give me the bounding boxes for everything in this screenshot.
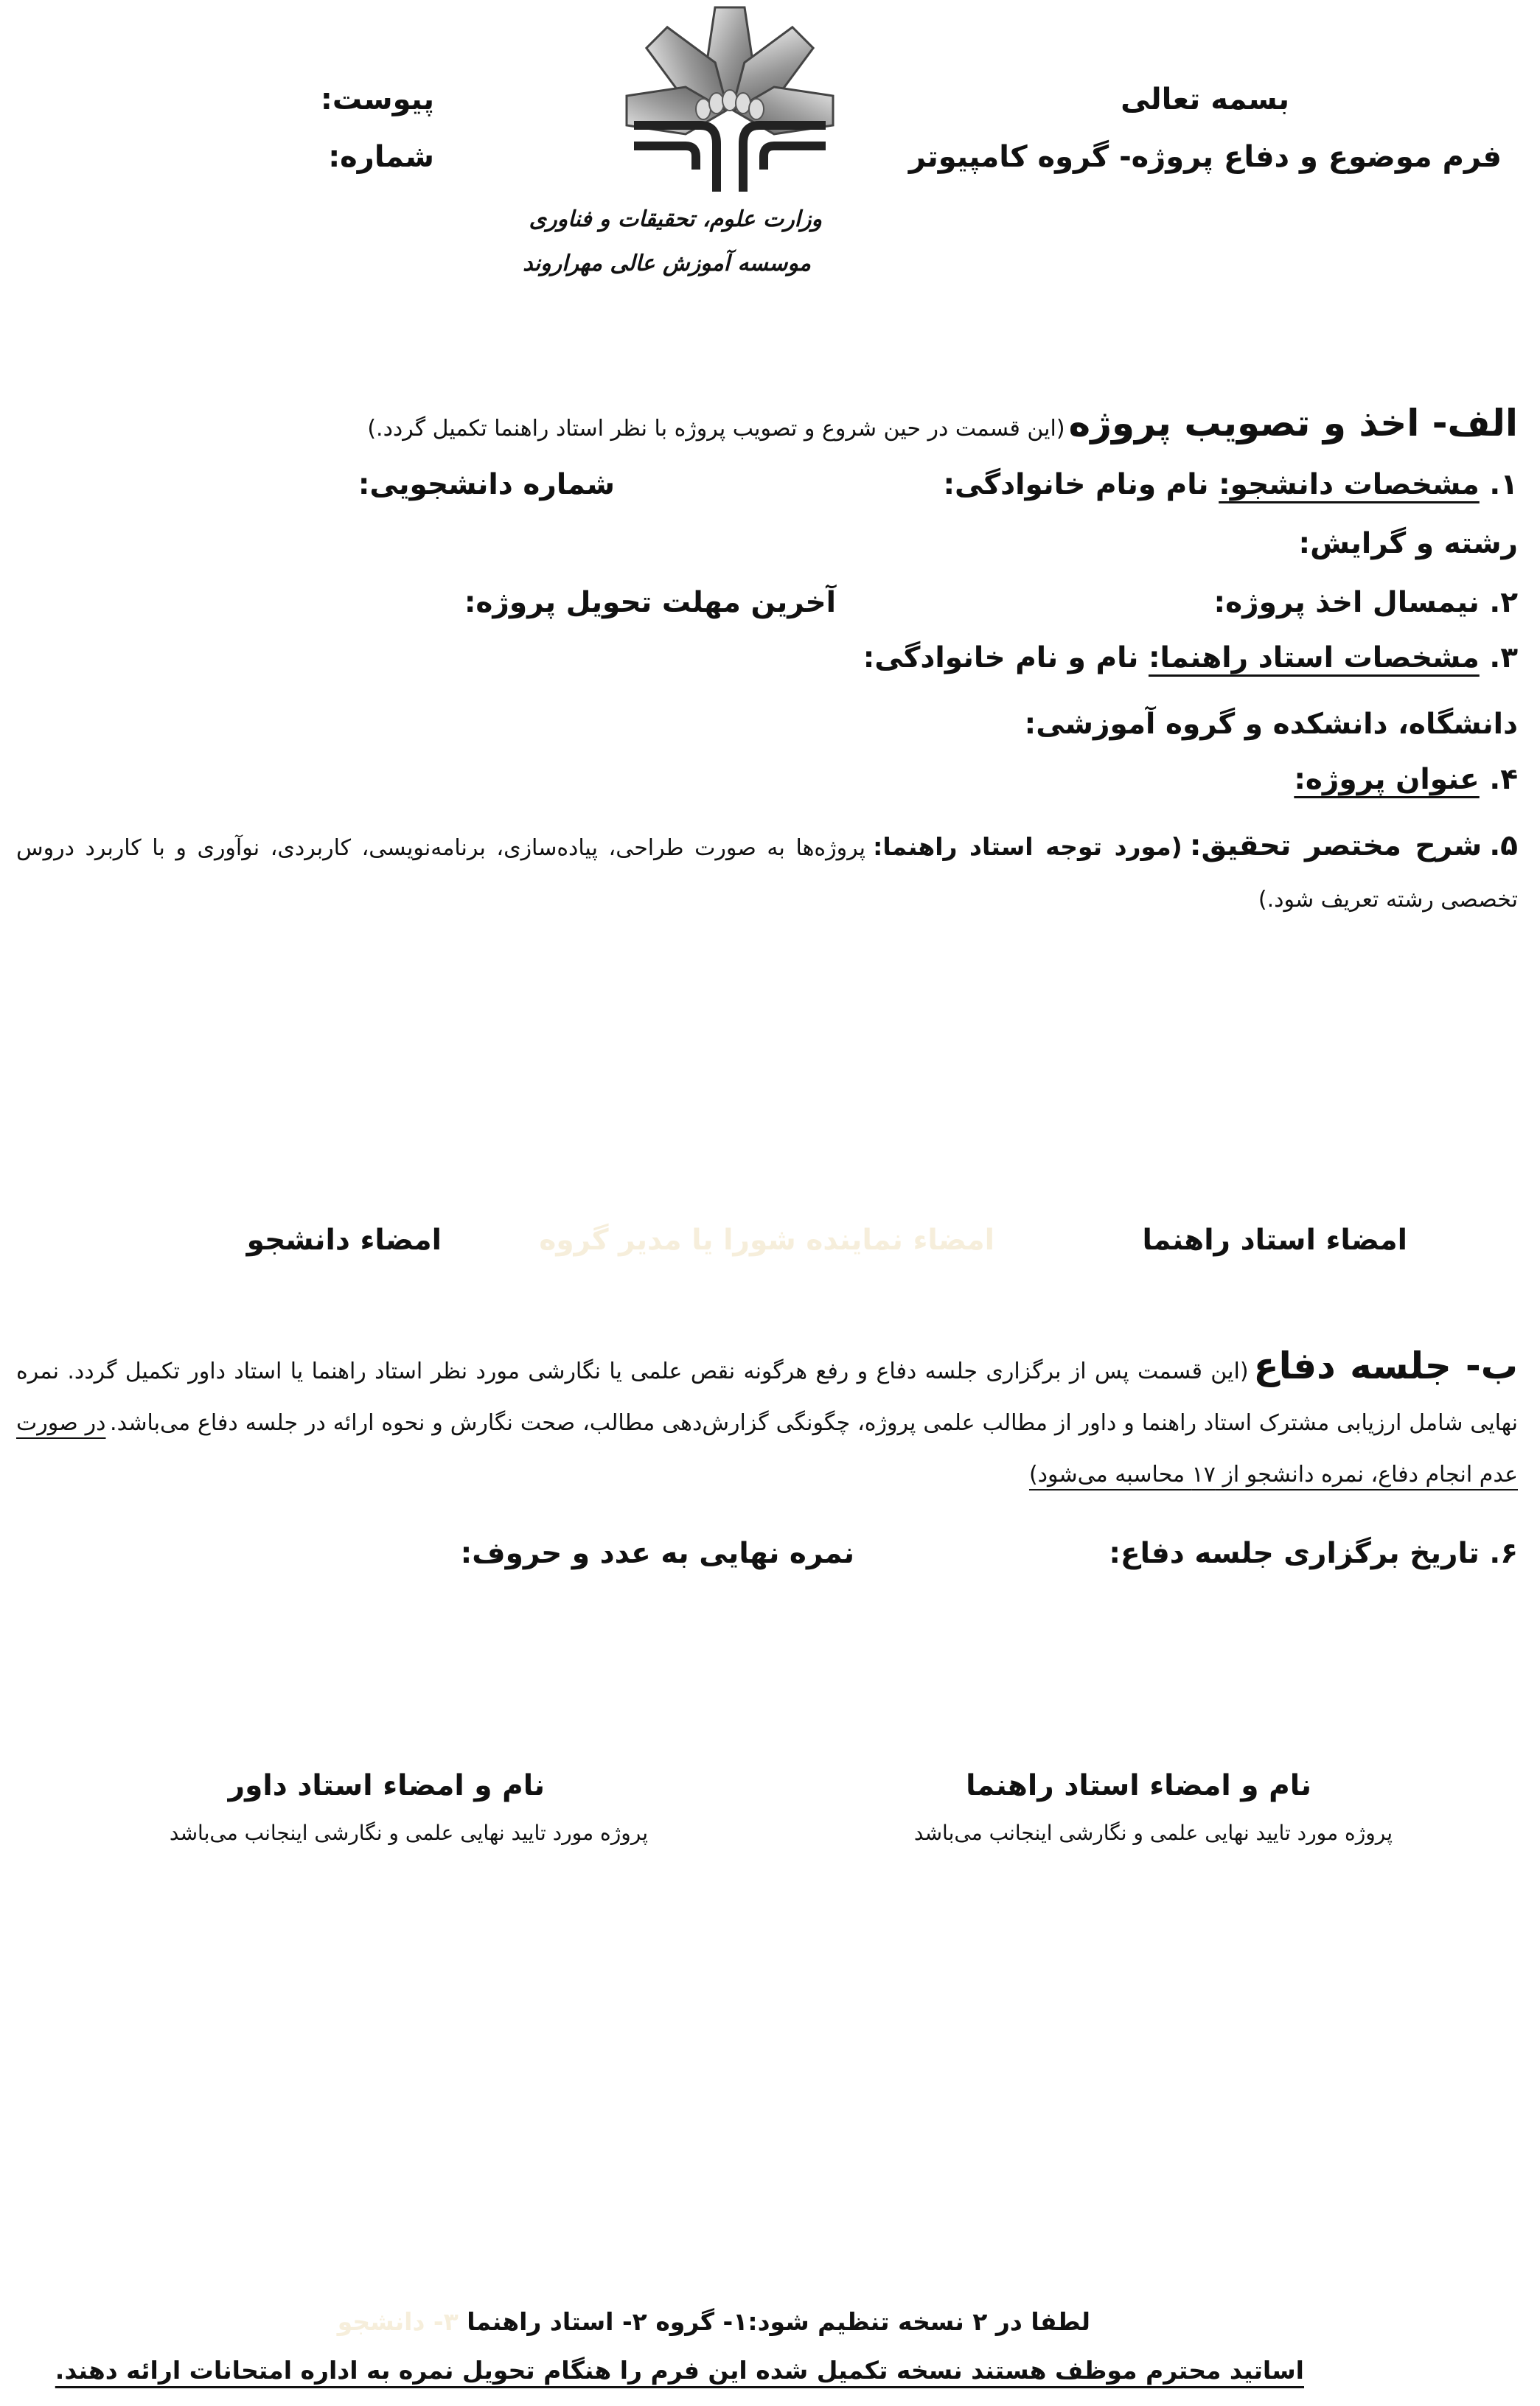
- supervisor-approval-text: پروژه مورد تایید نهایی علمی و نگارشی اینجانب می‌باشد: [913, 1821, 1393, 1845]
- semester-label: نیمسال اخذ پروژه:: [1213, 586, 1480, 619]
- section-b-heading: ب- جلسه دفاع: [1253, 1345, 1518, 1387]
- logo-line1: وزارت علوم، تحقیقات و فناوری: [529, 206, 822, 232]
- student-id-label: شماره دانشجویی:: [358, 468, 615, 501]
- basmala: بسمه تعالی: [1121, 83, 1289, 116]
- item-3-label: مشخصات استاد راهنما:: [1148, 641, 1480, 674]
- final-grade-label: نمره نهایی به عدد و حروف:: [460, 1537, 854, 1570]
- section-b-header: [16, 1342, 1518, 1502]
- research-summary-text: پروژه‌ها به صورت طراحی، پیاده‌سازی، برنامه‌نویسی، کاربردی، نوآوری و با کاربرد دروس تخصصی رشته تعریف شود.): [16, 835, 1518, 913]
- section-b-note: (این قسمت پس از برگزاری جلسه دفاع و رفع هرگونه نقص علمی یا نگارشی مورد نظر استاد راهنما یا استاد داور تکمیل گردد. نمره نهایی شامل ارزیابی مشترک استاد راهنما و داور از مطالب علمی پروژه، چگونگی گزارش‌دهی مطالب، صحت نگارش و نحوه ارائه در جلسه دفاع می‌باشد.: [16, 1359, 1518, 1436]
- item-2: [1214, 586, 1518, 619]
- major-label: رشته و گرایش:: [1298, 527, 1518, 560]
- item-1-number: ۱.: [1489, 468, 1518, 501]
- university-dept-label: دانشگاه، دانشکده و گروه آموزشی:: [1024, 708, 1518, 741]
- defense-date-label: تاریخ برگزاری جلسه دفاع:: [1109, 1537, 1480, 1570]
- item-1-label: مشخصات دانشجو:: [1219, 468, 1480, 501]
- referee-approval-text: پروژه مورد تایید نهایی علمی و نگارشی اینجانب می‌باشد: [169, 1821, 648, 1845]
- item-6-number: ۶.: [1489, 1537, 1518, 1570]
- section-a-note: (این قسمت در حین شروع و تصویب پروژه با نظر استاد راهنما تکمیل گردد.): [367, 416, 1065, 442]
- number-label: شماره:: [328, 140, 434, 174]
- item-4-number: ۴.: [1489, 763, 1518, 796]
- section-b-note-underlined: در صورت عدم انجام دفاع، نمره دانشجو از ۱۷ محاسبه می‌شود): [16, 1410, 1518, 1488]
- project-title-label: عنوان پروژه:: [1294, 763, 1480, 796]
- supervisor-name-label: نام و نام خانوادگی:: [863, 641, 1139, 674]
- deadline-label: آخرین مهلت تحویل پروژه:: [464, 586, 836, 619]
- item-5: [16, 822, 1518, 927]
- item-3-number: ۳.: [1489, 641, 1518, 674]
- sign-supervisor: امضاء استاد راهنما: [1142, 1224, 1407, 1257]
- university-flower-emblem-icon: [608, 0, 851, 199]
- research-summary-label: شرح مختصر تحقیق:: [1189, 829, 1482, 862]
- item-1: [943, 468, 1518, 501]
- item-3: [863, 641, 1518, 674]
- university-logo: [523, 0, 851, 302]
- sign-student: امضاء دانشجو: [246, 1224, 442, 1257]
- logo-line2: موسسه آموزش عالی مهراروند: [523, 251, 811, 276]
- sign-council: امضاء نماینده شورا یا مدیر گروه: [539, 1224, 994, 1257]
- referee-sign-label: نام و امضاء استاد داور: [228, 1769, 545, 1802]
- supervisor-sign-label: نام و امضاء استاد راهنما: [966, 1769, 1311, 1802]
- student-name-label: نام ونام خانوادگی:: [943, 468, 1209, 501]
- footer-copies-faint: ۳- دانشجو: [337, 2307, 459, 2336]
- footer-instruction: اساتید محترم موظف هستند نسخه تکمیل شده این فرم را هنگام تحویل نمره به اداره امتحانات ارائه دهند.: [55, 2356, 1304, 2385]
- attachment-label: پیوست:: [320, 83, 434, 116]
- footer-copies-text: لطفا در ۲ نسخه تنظیم شود:۱- گروه ۲- استاد راهنما: [467, 2307, 1090, 2336]
- section-a-heading: الف- اخذ و تصویب پروژه: [1068, 402, 1518, 444]
- footer-copies: [338, 2307, 1090, 2336]
- form-title: فرم موضوع و دفاع پروژه- گروه کامپیوتر: [908, 140, 1502, 174]
- item-4: [1294, 763, 1518, 796]
- item-6: [1109, 1537, 1518, 1570]
- item-5-number: ۵.: [1489, 829, 1518, 862]
- section-a-header: [367, 402, 1518, 444]
- research-summary-paren: (مورد توجه استاد راهنما:: [873, 832, 1182, 861]
- item-2-number: ۲.: [1489, 586, 1518, 619]
